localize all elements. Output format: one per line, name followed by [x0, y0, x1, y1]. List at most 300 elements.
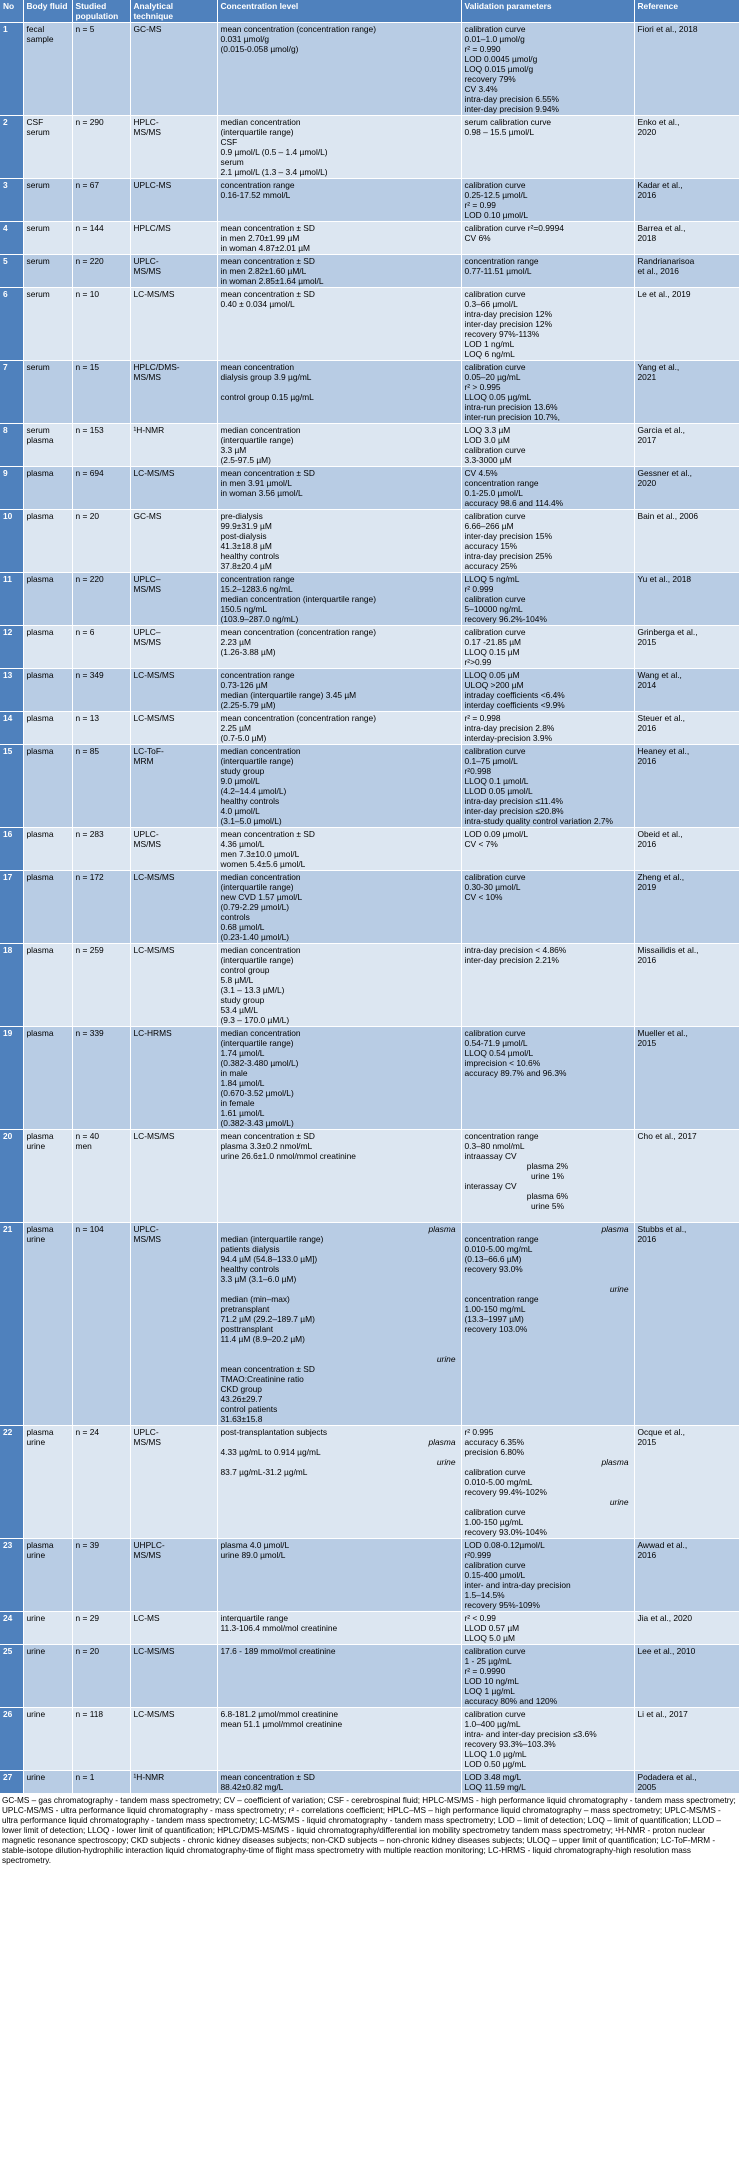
body-fluid-line: serum	[26, 362, 50, 372]
cell-body-fluid	[23, 1130, 72, 1223]
concentration-line: (3.1–5.0 µmol/L)	[220, 816, 282, 826]
concentration-line: 0.40 ± 0.034 µmol/L	[220, 299, 295, 309]
technique-line: GC-MS	[133, 511, 162, 521]
population-line: n = 283	[75, 829, 104, 839]
validation-line: recovery 93.3%–103.3%	[464, 1739, 556, 1749]
concentration-line: 9.0 µmol/L	[220, 776, 260, 786]
cell-reference	[634, 288, 739, 361]
concentration-line: new CVD 1.57 µmol/L	[220, 892, 303, 902]
validation-line: 6.66–266 µM	[464, 521, 514, 531]
concentration-line: men 7.3±10.0 µmol/L	[220, 849, 300, 859]
validation-line: calibration curve	[464, 872, 526, 882]
cell-body-fluid	[23, 361, 72, 424]
concentration-line: 0.68 µmol/L	[220, 922, 265, 932]
cell-concentration-level	[217, 361, 461, 424]
body-fluid-line: plasma	[26, 1427, 54, 1437]
cell-validation-parameters	[461, 116, 634, 179]
reference-line: Podadera et al.,	[637, 1772, 697, 1782]
reference-line: Grinberga et al.,	[637, 627, 698, 637]
header-analytical-technique: Analytical technique	[130, 0, 217, 23]
cell-reference	[634, 467, 739, 510]
validation-line: interassay CV	[464, 1181, 517, 1191]
validation-line: 0.3–80 nmol/mL	[464, 1141, 525, 1151]
concentration-line: in men 2.70±1.99 µM	[220, 233, 300, 243]
body-fluid-line: urine	[26, 1772, 46, 1782]
body-fluid-line: plasma	[26, 574, 54, 584]
cell-reference	[634, 828, 739, 871]
reference-line: 2016	[637, 723, 657, 733]
technique-line: MS/MS	[133, 1437, 161, 1447]
cell-studied-population	[72, 1223, 130, 1426]
population-line: n = 85	[75, 746, 100, 756]
cell-body-fluid	[23, 116, 72, 179]
cell-concentration-level	[217, 1130, 461, 1223]
population-line: n = 118	[75, 1709, 104, 1719]
validation-line: accuracy 80% and 120%	[464, 1696, 558, 1706]
cell-body-fluid	[23, 1708, 72, 1771]
table-row	[0, 1027, 739, 1130]
validation-line: (0.13–66.6 µM)	[464, 1254, 522, 1264]
cell-concentration-level	[217, 179, 461, 222]
reference-line: 2020	[637, 127, 657, 137]
cell-body-fluid	[23, 1426, 72, 1539]
technique-line: UPLC-	[133, 256, 159, 266]
reference-line: 2021	[637, 372, 657, 382]
body-fluid-line: urine	[26, 1437, 46, 1447]
technique-line: LC-MS/MS	[133, 1709, 175, 1719]
concentration-line: 2.25 µM	[220, 723, 251, 733]
technique-line: MS/MS	[133, 584, 161, 594]
concentration-line: 88.42±0.82 mg/L	[220, 1782, 284, 1792]
cell-no: 4	[0, 222, 23, 255]
reference-line: Wang et al.,	[637, 670, 682, 680]
concentration-line	[221, 1161, 458, 1171]
body-fluid-line: serum	[26, 127, 50, 137]
validation-line: LOD 0.09 µmol/L	[464, 829, 528, 839]
concentration-line: in male	[220, 1068, 248, 1078]
cell-no: 27	[0, 1771, 23, 1794]
population-line: men	[75, 1141, 92, 1151]
concentration-line: posttransplant	[220, 1324, 274, 1334]
cell-concentration-level	[217, 510, 461, 573]
reference-line: Le et al., 2019	[637, 289, 691, 299]
validation-line: calibration curve	[464, 362, 526, 372]
cell-body-fluid	[23, 626, 72, 669]
concentration-line: pretransplant	[220, 1304, 270, 1314]
table-row	[0, 712, 739, 745]
body-fluid-line: plasma	[26, 746, 54, 756]
cell-reference	[634, 361, 739, 424]
reference-line: Steuer et al.,	[637, 713, 685, 723]
cell-no: 19	[0, 1027, 23, 1130]
concentration-line: (103.9–287.0 ng/mL)	[220, 614, 299, 624]
body-fluid-line: urine	[26, 1141, 46, 1151]
cell-studied-population	[72, 288, 130, 361]
cell-concentration-level	[217, 1645, 461, 1708]
cell-validation-parameters	[461, 669, 634, 712]
concentration-line	[221, 1284, 458, 1294]
validation-line: 1.00-150 mg/mL	[464, 1304, 526, 1314]
reference-line: 2016	[637, 1234, 657, 1244]
concentration-line: study group	[220, 995, 265, 1005]
cell-no: 24	[0, 1612, 23, 1645]
population-line: n = 5	[75, 24, 95, 34]
validation-line: intra-day precision 25%	[464, 551, 553, 561]
concentration-line: healthy controls	[220, 1264, 280, 1274]
concentration-line: (0.670-3.52 µmol/L)	[220, 1088, 294, 1098]
validation-line: LLOQ 1.0 µg/mL	[464, 1749, 527, 1759]
header-validation-parameters: Validation parameters	[461, 0, 634, 23]
technique-line: LC-MS/MS	[133, 1131, 175, 1141]
cell-concentration-level	[217, 944, 461, 1027]
reference-line: Stubbs et al.,	[637, 1224, 687, 1234]
validation-line: serum calibration curve	[464, 117, 552, 127]
reference-line: Jia et al., 2020	[637, 1613, 692, 1623]
concentration-line: control patients	[220, 1404, 278, 1414]
cell-analytical-technique	[130, 745, 217, 828]
validation-line: intra-study quality control variation 2.7%	[464, 816, 613, 826]
cell-body-fluid	[23, 288, 72, 361]
concentration-line: 11.3-106.4 mmol/mol creatinine	[220, 1623, 338, 1633]
concentration-line: plasma	[428, 1224, 456, 1234]
validation-line: LOD 0.50 µg/mL	[464, 1759, 527, 1769]
cell-concentration-level	[217, 1027, 461, 1130]
reference-line: et al., 2016	[637, 266, 679, 276]
technique-line: MS/MS	[133, 637, 161, 647]
validation-line: r² > 0.995	[464, 382, 501, 392]
cell-concentration-level	[217, 745, 461, 828]
cell-reference	[634, 424, 739, 467]
validation-line: intraday coefficients <6.4%	[464, 690, 565, 700]
cell-studied-population	[72, 1708, 130, 1771]
cell-body-fluid	[23, 944, 72, 1027]
concentration-line: mean concentration ± SD	[220, 289, 315, 299]
cell-analytical-technique	[130, 288, 217, 361]
concentration-line: 94.4 µM (54.8–133.0 µM])	[220, 1254, 318, 1264]
technique-line: UPLC–	[133, 627, 161, 637]
technique-line: LC-MS/MS	[133, 468, 175, 478]
validation-line: inter-day precision 12%	[464, 319, 553, 329]
validation-line: LOQ 11.59 mg/L	[464, 1782, 526, 1792]
concentration-line: interquartile range	[220, 1613, 289, 1623]
validation-line: LLOD 0.05 µmol/L	[464, 786, 533, 796]
technique-line: MS/MS	[133, 839, 161, 849]
technique-line: LC-MS/MS	[133, 1646, 175, 1656]
concentration-line: 0.031 µmol/g	[220, 34, 270, 44]
concentration-line: mean concentration (concentration range)	[220, 627, 376, 637]
validation-line: inter-day precision 15%	[464, 531, 553, 541]
validation-line: LLOQ 5.0 µM	[464, 1633, 515, 1643]
technique-line: UPLC-	[133, 1427, 159, 1437]
validation-line: 0.15-400 µmol/L	[464, 1570, 526, 1580]
concentration-line: (0.79-2.29 µmol/L)	[220, 902, 290, 912]
cell-no: 14	[0, 712, 23, 745]
cell-reference	[634, 871, 739, 944]
reference-line: 2005	[637, 1782, 657, 1792]
concentration-line: 11.4 µM (8.9–20.2 µM)	[220, 1334, 305, 1344]
cell-validation-parameters	[461, 1612, 634, 1645]
cell-studied-population	[72, 1027, 130, 1130]
table-row	[0, 1539, 739, 1612]
concentration-line: mean concentration ± SD	[220, 468, 315, 478]
concentration-line: 4.0 µmol/L	[220, 806, 260, 816]
concentration-line: 99.9±31.9 µM	[220, 521, 272, 531]
population-line: n = 10	[75, 289, 100, 299]
cell-body-fluid	[23, 669, 72, 712]
technique-line: GC-MS	[133, 24, 162, 34]
header-concentration-level: Concentration level	[217, 0, 461, 23]
cell-validation-parameters	[461, 1708, 634, 1771]
concentration-line: serum	[220, 157, 244, 167]
cell-validation-parameters	[461, 1539, 634, 1612]
cell-validation-parameters	[461, 573, 634, 626]
validation-line: calibration curve	[464, 289, 526, 299]
concentration-line: 43.26±29.7	[220, 1394, 263, 1404]
cell-reference	[634, 1223, 739, 1426]
concentration-line: in men 3.91 µmol/L	[220, 478, 292, 488]
body-fluid-line: serum	[26, 256, 50, 266]
table-row	[0, 510, 739, 573]
cell-reference	[634, 1426, 739, 1539]
concentration-line: 0.9 µmol/L (0.5 – 1.4 µmol/L)	[220, 147, 328, 157]
cell-validation-parameters	[461, 424, 634, 467]
validation-line: LOD 0.10 µmol/L	[464, 210, 528, 220]
reference-line: Ocque et al.,	[637, 1427, 685, 1437]
cell-body-fluid	[23, 1539, 72, 1612]
cell-body-fluid	[23, 1645, 72, 1708]
validation-line: inter-run precision 10.7%,	[464, 412, 560, 422]
reference-line: 2017	[637, 435, 657, 445]
body-fluid-line: serum	[26, 180, 50, 190]
table-row	[0, 1645, 739, 1708]
validation-line: 0.17 -21.85 µM	[464, 637, 522, 647]
cell-concentration-level	[217, 828, 461, 871]
concentration-line: median concentration	[220, 425, 301, 435]
cell-no: 12	[0, 626, 23, 669]
cell-validation-parameters	[461, 745, 634, 828]
cell-concentration-level	[217, 467, 461, 510]
cell-body-fluid	[23, 179, 72, 222]
body-fluid-line: plasma	[26, 1540, 54, 1550]
body-fluid-line: plasma	[26, 468, 54, 478]
cell-studied-population	[72, 1539, 130, 1612]
cell-body-fluid	[23, 510, 72, 573]
cell-analytical-technique	[130, 1027, 217, 1130]
concentration-line: (2.25-5.79 µM)	[220, 700, 276, 710]
concentration-line: patients dialysis	[220, 1244, 280, 1254]
concentration-line: (interquartile range)	[220, 1038, 294, 1048]
validation-line: inter-day precision 9.94%	[464, 104, 560, 114]
header-studied-population: Studied population	[72, 0, 130, 23]
cell-analytical-technique	[130, 573, 217, 626]
population-line: n = 349	[75, 670, 104, 680]
table-row	[0, 116, 739, 179]
concentration-line: 31.63±15.8	[220, 1414, 263, 1424]
concentration-line: 15.2–1283.6 ng/mL	[220, 584, 293, 594]
validation-line: calibration curve	[464, 1507, 526, 1517]
population-line: n = 694	[75, 468, 104, 478]
concentration-line: (0.7-5.0 µM)	[220, 733, 267, 743]
cell-reference	[634, 116, 739, 179]
concentration-line: 150.5 ng/mL	[220, 604, 268, 614]
header-body-fluid: Body fluid	[23, 0, 72, 23]
cell-concentration-level	[217, 288, 461, 361]
validation-line: accuracy 25%	[464, 561, 518, 571]
validation-line: LLOQ 0.05 µg/mL	[464, 392, 532, 402]
validation-line: r²0.998	[464, 766, 492, 776]
concentration-line: urine 89.0 µmol/L	[220, 1550, 286, 1560]
validation-line: calibration curve	[464, 594, 526, 604]
concentration-line: in men 2.82±1.60 µM/L	[220, 266, 307, 276]
population-line: n = 29	[75, 1613, 100, 1623]
cell-reference	[634, 23, 739, 116]
cell-body-fluid	[23, 1612, 72, 1645]
cell-no: 18	[0, 944, 23, 1027]
cell-validation-parameters	[461, 1426, 634, 1539]
validation-line: LOQ 1 µg/mL	[464, 1686, 515, 1696]
concentration-line: CKD group	[220, 1384, 262, 1394]
cell-validation-parameters	[461, 510, 634, 573]
table-row	[0, 424, 739, 467]
reference-line: 2020	[637, 478, 657, 488]
concentration-line: in woman 4.87±2.01 µM	[220, 243, 310, 253]
cell-body-fluid	[23, 424, 72, 467]
technique-line: LC-MS	[133, 1613, 160, 1623]
validation-line: 0.01–1.0 µmol/g	[464, 34, 525, 44]
concentration-line: pre-dialysis	[220, 511, 263, 521]
cell-validation-parameters	[461, 1771, 634, 1794]
cell-concentration-level	[217, 871, 461, 944]
concentration-line: median concentration	[220, 117, 301, 127]
validation-line: r² 0.995	[464, 1427, 494, 1437]
concentration-line: concentration range	[220, 574, 295, 584]
validation-line: 0.1–75 µmol/L	[464, 756, 518, 766]
cell-no: 3	[0, 179, 23, 222]
validation-line: recovery 93.0%	[464, 1264, 523, 1274]
cell-validation-parameters	[461, 361, 634, 424]
reference-line: Kadar et al.,	[637, 180, 683, 190]
technique-line: MS/MS	[133, 372, 161, 382]
cell-reference	[634, 944, 739, 1027]
body-fluid-line: plasma	[26, 627, 54, 637]
cell-studied-population	[72, 828, 130, 871]
body-fluid-line: serum	[26, 289, 50, 299]
reference-line: Heaney et al.,	[637, 746, 690, 756]
cell-concentration-level	[217, 573, 461, 626]
cell-no: 11	[0, 573, 23, 626]
cell-analytical-technique	[130, 467, 217, 510]
cell-validation-parameters	[461, 179, 634, 222]
validation-line: LLOQ 5 ng/mL	[464, 574, 520, 584]
cell-no: 20	[0, 1130, 23, 1223]
concentration-line: mean concentration ± SD	[220, 1364, 315, 1374]
validation-line: CV < 7%	[464, 839, 498, 849]
cell-analytical-technique	[130, 1771, 217, 1794]
table-row	[0, 828, 739, 871]
validation-line: 0.30-30 µmol/L	[464, 882, 521, 892]
concentration-line: mean concentration (concentration range)	[220, 24, 376, 34]
cell-analytical-technique	[130, 510, 217, 573]
reference-line: Cho et al., 2017	[637, 1131, 697, 1141]
cell-concentration-level	[217, 1612, 461, 1645]
table-row	[0, 1130, 739, 1223]
table-row	[0, 179, 739, 222]
cell-analytical-technique	[130, 1645, 217, 1708]
table-row	[0, 1771, 739, 1794]
cell-reference	[634, 222, 739, 255]
concentration-line: mean concentration	[220, 362, 295, 372]
concentration-line: post-transplantation subjects	[220, 1427, 328, 1437]
cell-studied-population	[72, 255, 130, 288]
validation-line: 0.3–66 µmol/L	[464, 299, 518, 309]
table-row	[0, 944, 739, 1027]
concentration-line: control group	[220, 965, 270, 975]
concentration-line: (0.382-3.480 µmol/L)	[220, 1058, 299, 1068]
validation-line: 1.5–14.5%	[464, 1590, 505, 1600]
body-fluid-line: urine	[26, 1709, 46, 1719]
cell-analytical-technique	[130, 222, 217, 255]
population-line: n = 220	[75, 574, 104, 584]
body-fluid-line: plasma	[26, 670, 54, 680]
cell-validation-parameters	[461, 944, 634, 1027]
concentration-line: (0.23-1.40 µmol/L)	[220, 932, 290, 942]
cell-body-fluid	[23, 871, 72, 944]
concentration-line	[221, 1201, 458, 1211]
table-row	[0, 871, 739, 944]
cell-body-fluid	[23, 712, 72, 745]
concentration-line: post-dialysis	[220, 531, 267, 541]
cell-no: 16	[0, 828, 23, 871]
cell-no: 21	[0, 1223, 23, 1426]
validation-line: r² < 0.99	[464, 1613, 496, 1623]
concentration-line	[221, 1181, 458, 1191]
concentration-line: study group	[220, 766, 265, 776]
validation-line: LOD 0.0045 µmol/g	[464, 54, 538, 64]
cell-validation-parameters	[461, 1130, 634, 1223]
validation-line: plasma 6%	[526, 1191, 569, 1201]
cell-studied-population	[72, 222, 130, 255]
cell-analytical-technique	[130, 712, 217, 745]
concentration-line: mean concentration ± SD	[220, 256, 315, 266]
cell-concentration-level	[217, 1426, 461, 1539]
validation-line: calibration curve	[464, 746, 526, 756]
cell-studied-population	[72, 944, 130, 1027]
cell-studied-population	[72, 573, 130, 626]
table-row	[0, 573, 739, 626]
concentration-line: mean concentration ± SD	[220, 1131, 315, 1141]
reference-line: Awwad et al.,	[637, 1540, 688, 1550]
validation-line: accuracy 98.6 and 114.4%	[464, 498, 564, 508]
concentration-line: 2.1 µmol/L (1.3 – 3.4 µmol/L)	[220, 167, 328, 177]
table-row	[0, 745, 739, 828]
technique-line: UHPLC-	[133, 1540, 165, 1550]
validation-line: 5–10000 ng/mL	[464, 604, 523, 614]
validation-line: recovery 97%-113%	[464, 329, 540, 339]
validation-line: CV < 10%	[464, 892, 503, 902]
concentration-line: 0.16-17.52 mmol/L	[220, 190, 291, 200]
cell-body-fluid	[23, 1771, 72, 1794]
validation-line: CV 3.4%	[464, 84, 498, 94]
concentration-line: controls	[220, 912, 250, 922]
concentration-line: CSF	[220, 137, 238, 147]
cell-analytical-technique	[130, 1426, 217, 1539]
validation-line: LOQ 0.015 µmol/g	[464, 64, 534, 74]
cell-studied-population	[72, 467, 130, 510]
validation-line: concentration range	[464, 1131, 539, 1141]
concentration-line: mean concentration ± SD	[220, 223, 315, 233]
cell-no: 7	[0, 361, 23, 424]
validation-line: 1.00-150 µg/mL	[464, 1517, 524, 1527]
